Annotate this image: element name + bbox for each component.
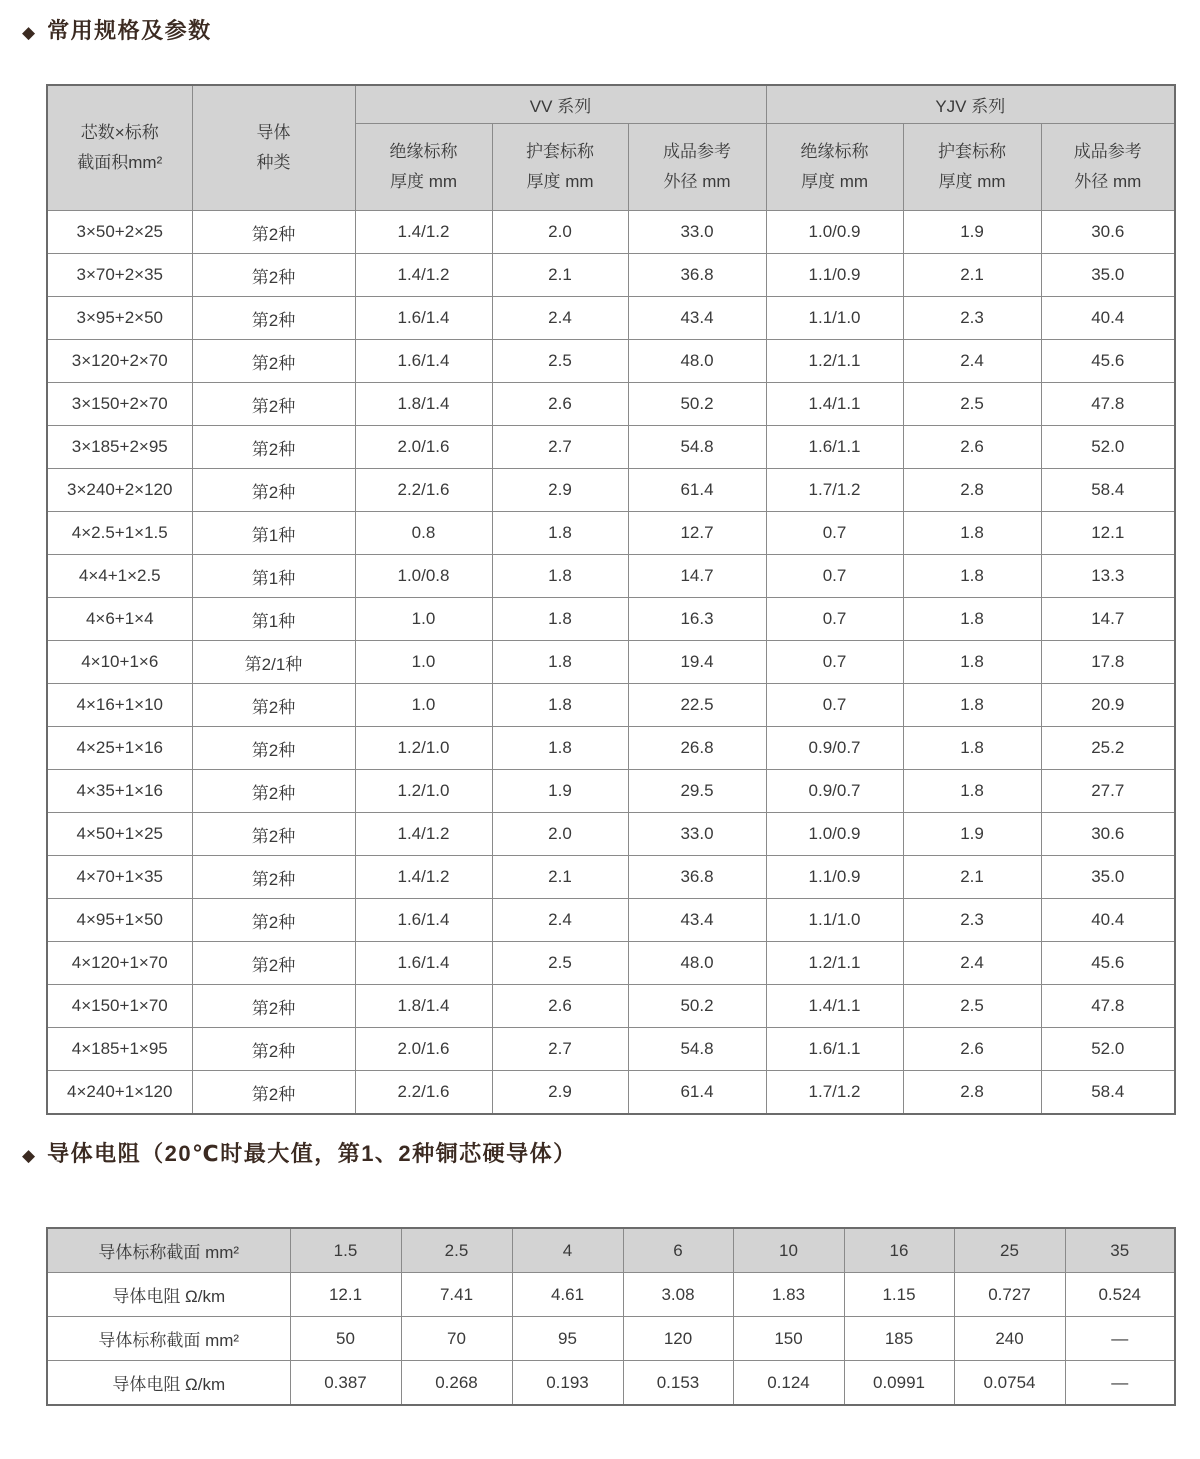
header-line: 截面积mm² [77,153,163,172]
column-header-vv-sheath [492,124,628,211]
spec-cell-value: 1.4/1.2 [355,856,492,899]
spec-cell-value: 1.8 [903,727,1041,770]
spec-cell-value: 1.1/1.0 [766,899,903,942]
resistance-cell-value: 150 [733,1317,844,1361]
spec-cell-value: 2.1 [492,856,628,899]
spec-cell-value: 2.0/1.6 [355,1028,492,1071]
spec-cell-value: 0.8 [355,512,492,555]
spec-cell-value: 54.8 [628,1028,766,1071]
diamond-bullet-icon: ◆ [22,22,36,42]
header-line: 护套标称 [526,142,594,162]
spec-cell-value: 2.1 [903,254,1041,297]
column-header-yjv-outer-diameter [1041,124,1175,211]
spec-cell-value: 第2/1种 [192,641,355,684]
header-line: 厚度 mm [800,172,869,191]
spec-cell-value: 2.5 [903,383,1041,426]
spec-cell-value: 1.0/0.8 [355,555,492,598]
spec-cell-size: 4×6+1×4 [47,598,192,641]
spec-cell-value: 第2种 [192,684,355,727]
spec-table-row [47,942,1175,985]
spec-cell-value: 1.8/1.4 [355,985,492,1028]
resistance-cell-value: 1.15 [844,1273,954,1317]
spec-cell-value: 1.6/1.1 [766,426,903,469]
spec-table-row [47,641,1175,684]
spec-cell-value: 1.8 [903,770,1041,813]
spec-cell-value: 1.9 [903,813,1041,856]
resistance-row-label: 导体标称截面 mm² [47,1317,290,1361]
section-heading-specs [22,18,212,44]
resistance-cell-value: 16 [844,1228,954,1273]
spec-table-body [47,211,1175,1115]
spec-cell-size: 4×95+1×50 [47,899,192,942]
spec-cell-value: 2.0 [492,813,628,856]
spec-table-row [47,727,1175,770]
spec-cell-value: 2.6 [492,383,628,426]
spec-cell-value: 1.1/0.9 [766,254,903,297]
resistance-cell-value: 6 [623,1228,733,1273]
spec-cell-value: 第2种 [192,856,355,899]
spec-cell-value: 16.3 [628,598,766,641]
spec-cell-size: 3×95+2×50 [47,297,192,340]
resistance-cell-value: 240 [954,1317,1065,1361]
diamond-bullet-icon: ◆ [22,1145,36,1165]
header-line: 成品参考 [1073,142,1142,162]
spec-cell-value: 2.5 [903,985,1041,1028]
spec-cell-value: 50.2 [628,383,766,426]
spec-cell-size: 3×240+2×120 [47,469,192,512]
spec-cell-value: 40.4 [1041,899,1175,942]
header-line: 成品参考 [663,142,731,162]
spec-table-header [47,85,1175,211]
spec-cell-value: 58.4 [1041,1071,1175,1115]
spec-cell-value: 52.0 [1041,426,1175,469]
spec-cell-value: 2.9 [492,469,628,512]
spec-cell-value: 40.4 [1041,297,1175,340]
spec-table-row [47,899,1175,942]
spec-cell-value: 12.7 [628,512,766,555]
spec-cell-value: 1.8 [492,641,628,684]
resistance-table-row [47,1228,1175,1273]
spec-table-row [47,555,1175,598]
spec-cell-value: 1.7/1.2 [766,1071,903,1115]
spec-cell-value: 第2种 [192,1028,355,1071]
spec-cell-value: 1.0 [355,641,492,684]
spec-cell-size: 3×70+2×35 [47,254,192,297]
spec-cell-value: 45.6 [1041,340,1175,383]
spec-cell-value: 1.4/1.2 [355,254,492,297]
spec-cell-value: 22.5 [628,684,766,727]
spec-cell-value: 2.8 [903,469,1041,512]
spec-cell-value: 2.3 [903,899,1041,942]
column-header-vv-insulation [355,124,492,211]
resistance-cell-value: 0.0991 [844,1361,954,1406]
column-group-vv-series: VV 系列 [355,85,766,124]
spec-cell-value: 2.4 [492,297,628,340]
spec-cell-value: 第2种 [192,426,355,469]
spec-cell-value: 1.9 [903,211,1041,254]
spec-cell-value: 35.0 [1041,856,1175,899]
spec-table-row [47,254,1175,297]
header-line: 导体 [256,123,291,143]
spec-cell-value: 第1种 [192,598,355,641]
spec-cell-value: 第2种 [192,813,355,856]
spec-cell-value: 2.5 [492,340,628,383]
resistance-cell-value: — [1065,1317,1175,1361]
spec-cell-size: 3×150+2×70 [47,383,192,426]
spec-cell-value: 1.2/1.1 [766,340,903,383]
resistance-cell-value: 4.61 [512,1273,623,1317]
spec-table-row [47,340,1175,383]
header-line: 芯数×标称 [80,123,159,143]
column-group-yjv-series: YJV 系列 [766,85,1175,124]
spec-cell-value: 1.6/1.4 [355,899,492,942]
resistance-cell-value: 0.153 [623,1361,733,1406]
spec-parameters-table [46,84,1176,1115]
spec-cell-value: 1.0 [355,598,492,641]
column-header-vv-outer-diameter [628,124,766,211]
spec-cell-value: 2.8 [903,1071,1041,1115]
spec-table-row [47,297,1175,340]
spec-cell-size: 4×16+1×10 [47,684,192,727]
spec-cell-value: 2.1 [903,856,1041,899]
spec-table-row [47,1071,1175,1115]
spec-cell-value: 1.8 [492,512,628,555]
spec-cell-value: 2.0 [492,211,628,254]
header-line: 护套标称 [938,142,1007,162]
spec-cell-value: 30.6 [1041,813,1175,856]
spec-cell-size: 4×4+1×2.5 [47,555,192,598]
spec-cell-size: 4×10+1×6 [47,641,192,684]
spec-table-row [47,856,1175,899]
header-line: 厚度 mm [938,172,1006,191]
spec-cell-value: 第2种 [192,469,355,512]
resistance-cell-value: 0.387 [290,1361,401,1406]
spec-cell-value: 1.6/1.4 [355,942,492,985]
spec-table-row [47,512,1175,555]
spec-cell-value: 61.4 [628,469,766,512]
spec-cell-value: 43.4 [628,899,766,942]
spec-cell-value: 1.2/1.0 [355,770,492,813]
spec-cell-value: 第1种 [192,512,355,555]
resistance-cell-value: 3.08 [623,1273,733,1317]
spec-cell-value: 2.4 [903,340,1041,383]
spec-table-row [47,813,1175,856]
spec-cell-value: 47.8 [1041,383,1175,426]
spec-cell-value: 1.8/1.4 [355,383,492,426]
spec-cell-size: 4×150+1×70 [47,985,192,1028]
resistance-cell-value: 10 [733,1228,844,1273]
spec-cell-value: 12.1 [1041,512,1175,555]
spec-cell-value: 第1种 [192,555,355,598]
spec-header-group-row [47,85,1175,124]
spec-cell-value: 2.2/1.6 [355,1071,492,1115]
resistance-cell-value: 1.83 [733,1273,844,1317]
spec-cell-value: 第2种 [192,254,355,297]
spec-cell-value: 第2种 [192,985,355,1028]
spec-cell-value: 43.4 [628,297,766,340]
spec-cell-value: 1.8 [903,512,1041,555]
resistance-cell-value: 0.193 [512,1361,623,1406]
spec-cell-value: 47.8 [1041,985,1175,1028]
spec-table-row [47,211,1175,254]
spec-cell-size: 4×70+1×35 [47,856,192,899]
spec-cell-size: 4×185+1×95 [47,1028,192,1071]
resistance-cell-value: 185 [844,1317,954,1361]
resistance-cell-value: 0.727 [954,1273,1065,1317]
spec-cell-value: 第2种 [192,727,355,770]
spec-cell-value: 1.9 [492,770,628,813]
section-title-specs: 常用规格及参数 [47,18,212,43]
spec-cell-value: 1.8 [903,598,1041,641]
spec-cell-value: 1.6/1.1 [766,1028,903,1071]
spec-cell-value: 58.4 [1041,469,1175,512]
spec-cell-value: 36.8 [628,856,766,899]
spec-cell-size: 4×35+1×16 [47,770,192,813]
spec-cell-value: 2.6 [903,1028,1041,1071]
spec-cell-value: 1.4/1.2 [355,211,492,254]
spec-cell-size: 3×120+2×70 [47,340,192,383]
resistance-cell-value: 12.1 [290,1273,401,1317]
spec-cell-value: 第2种 [192,899,355,942]
spec-cell-value: 1.0/0.9 [766,813,903,856]
spec-cell-value: 2.5 [492,942,628,985]
resistance-cell-value: 0.0754 [954,1361,1065,1406]
spec-cell-value: 2.7 [492,426,628,469]
spec-cell-value: 30.6 [1041,211,1175,254]
column-header-yjv-sheath [903,124,1041,211]
header-line: 绝缘标称 [389,142,458,162]
spec-cell-value: 1.7/1.2 [766,469,903,512]
spec-cell-value: 2.0/1.6 [355,426,492,469]
spec-cell-value: 0.7 [766,684,903,727]
spec-table-row [47,426,1175,469]
spec-cell-value: 13.3 [1041,555,1175,598]
spec-cell-value: 0.7 [766,512,903,555]
spec-cell-value: 1.8 [903,555,1041,598]
spec-cell-value: 1.8 [492,684,628,727]
resistance-row-label: 导体电阻 Ω/km [47,1273,290,1317]
spec-table-row [47,684,1175,727]
header-line: 厚度 mm [389,172,458,191]
resistance-table-row [47,1273,1175,1317]
spec-cell-value: 1.1/0.9 [766,856,903,899]
resistance-cell-value: 120 [623,1317,733,1361]
spec-cell-value: 2.2/1.6 [355,469,492,512]
spec-cell-value: 第2种 [192,211,355,254]
spec-cell-value: 2.4 [903,942,1041,985]
spec-cell-value: 1.6/1.4 [355,340,492,383]
spec-cell-value: 52.0 [1041,1028,1175,1071]
spec-cell-value: 2.9 [492,1071,628,1115]
spec-table-row [47,1028,1175,1071]
resistance-row-label: 导体电阻 Ω/km [47,1361,290,1406]
spec-cell-value: 1.6/1.4 [355,297,492,340]
spec-cell-value: 第2种 [192,383,355,426]
spec-cell-value: 1.8 [903,684,1041,727]
spec-table-row [47,985,1175,1028]
spec-cell-value: 1.4/1.2 [355,813,492,856]
spec-cell-value: 2.6 [903,426,1041,469]
spec-cell-value: 第2种 [192,770,355,813]
spec-cell-value: 第2种 [192,340,355,383]
resistance-cell-value: 0.524 [1065,1273,1175,1317]
resistance-cell-value: 50 [290,1317,401,1361]
spec-cell-value: 2.6 [492,985,628,1028]
spec-cell-value: 35.0 [1041,254,1175,297]
spec-cell-value: 61.4 [628,1071,766,1115]
spec-cell-size: 4×120+1×70 [47,942,192,985]
spec-cell-value: 1.0 [355,684,492,727]
spec-cell-value: 2.7 [492,1028,628,1071]
resistance-cell-value: 70 [401,1317,512,1361]
resistance-cell-value: 35 [1065,1228,1175,1273]
spec-cell-value: 1.4/1.1 [766,985,903,1028]
spec-cell-value: 0.9/0.7 [766,770,903,813]
spec-cell-value: 1.0/0.9 [766,211,903,254]
spec-cell-value: 1.8 [492,555,628,598]
spec-cell-value: 26.8 [628,727,766,770]
resistance-cell-value: 2.5 [401,1228,512,1273]
spec-cell-value: 1.1/1.0 [766,297,903,340]
conductor-resistance-table [46,1227,1176,1406]
spec-cell-value: 48.0 [628,942,766,985]
spec-cell-value: 36.8 [628,254,766,297]
resistance-cell-value: — [1065,1361,1175,1406]
header-line: 外径 mm [1074,172,1142,191]
spec-cell-value: 1.4/1.1 [766,383,903,426]
spec-cell-value: 45.6 [1041,942,1175,985]
spec-cell-value: 第2种 [192,942,355,985]
spec-cell-value: 1.8 [492,727,628,770]
spec-cell-value: 2.3 [903,297,1041,340]
resistance-row-label: 导体标称截面 mm² [47,1228,290,1273]
resistance-table-body [47,1228,1175,1405]
spec-cell-value: 17.8 [1041,641,1175,684]
spec-table-row [47,598,1175,641]
spec-table-row [47,383,1175,426]
column-header-conductor-type [192,85,355,211]
spec-cell-value: 0.7 [766,598,903,641]
spec-cell-size: 4×240+1×120 [47,1071,192,1115]
spec-cell-value: 33.0 [628,211,766,254]
spec-cell-size: 4×25+1×16 [47,727,192,770]
column-header-core-size [47,85,192,211]
section-title-resistance: 导体电阻（20℃时最大值，第1、2种铜芯硬导体） [47,1141,577,1166]
spec-cell-value: 1.8 [903,641,1041,684]
spec-cell-value: 2.1 [492,254,628,297]
spec-cell-value: 25.2 [1041,727,1175,770]
spec-cell-size: 3×185+2×95 [47,426,192,469]
spec-table-row [47,770,1175,813]
resistance-cell-value: 0.124 [733,1361,844,1406]
resistance-cell-value: 7.41 [401,1273,512,1317]
spec-cell-value: 14.7 [628,555,766,598]
spec-cell-value: 33.0 [628,813,766,856]
spec-cell-value: 0.7 [766,555,903,598]
spec-cell-size: 3×50+2×25 [47,211,192,254]
resistance-cell-value: 95 [512,1317,623,1361]
spec-cell-value: 29.5 [628,770,766,813]
spec-cell-value: 48.0 [628,340,766,383]
spec-cell-value: 54.8 [628,426,766,469]
resistance-cell-value: 4 [512,1228,623,1273]
column-header-yjv-insulation [766,124,903,211]
spec-cell-size: 4×50+1×25 [47,813,192,856]
spec-cell-value: 50.2 [628,985,766,1028]
header-line: 外径 mm [663,172,731,191]
spec-cell-value: 1.2/1.1 [766,942,903,985]
section-heading-resistance [22,1141,577,1167]
spec-cell-value: 20.9 [1041,684,1175,727]
header-line: 绝缘标称 [800,142,869,162]
spec-cell-value: 14.7 [1041,598,1175,641]
spec-cell-value: 2.4 [492,899,628,942]
spec-cell-value: 第2种 [192,297,355,340]
header-line: 种类 [256,153,291,172]
resistance-cell-value: 25 [954,1228,1065,1273]
spec-cell-value: 0.7 [766,641,903,684]
spec-cell-value: 27.7 [1041,770,1175,813]
spec-cell-value: 19.4 [628,641,766,684]
resistance-table-row [47,1317,1175,1361]
spec-table-row [47,469,1175,512]
resistance-table-row [47,1361,1175,1406]
spec-cell-size: 4×2.5+1×1.5 [47,512,192,555]
spec-cell-value: 第2种 [192,1071,355,1115]
spec-cell-value: 1.2/1.0 [355,727,492,770]
resistance-cell-value: 1.5 [290,1228,401,1273]
spec-cell-value: 1.8 [492,598,628,641]
spec-cell-value: 0.9/0.7 [766,727,903,770]
resistance-cell-value: 0.268 [401,1361,512,1406]
header-line: 厚度 mm [526,172,594,191]
